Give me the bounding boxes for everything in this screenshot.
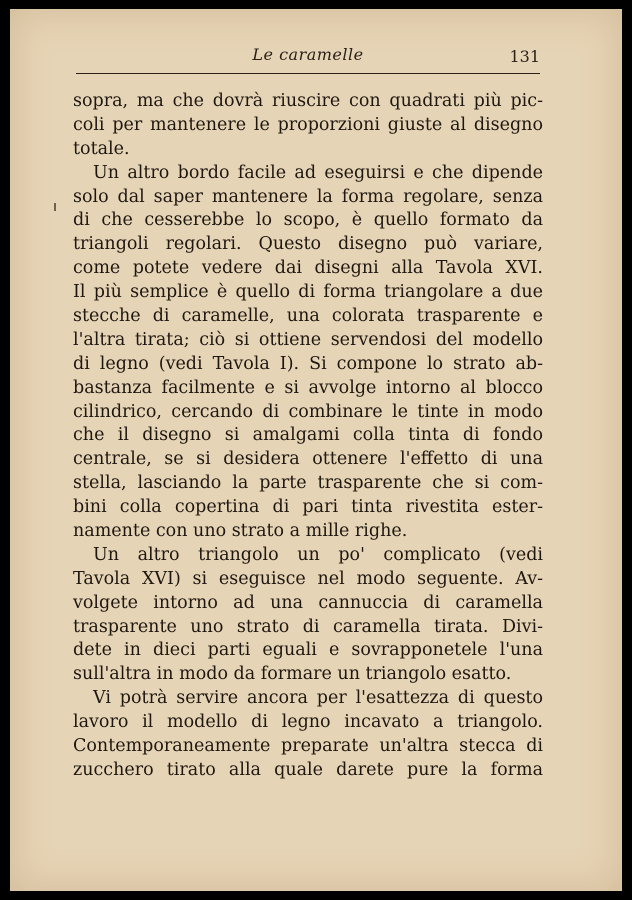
text-line: solo dal saper mantenere la forma regolare, senza [73,186,543,207]
text-line: trasparente uno strato di caramella tirata. Divi- [73,616,543,637]
text-line: stecche di caramelle, una colorata trasparente e [73,306,543,327]
text-line: dete in dieci parti eguali e sovrapponetele l'una [73,640,543,661]
running-title: Le caramelle [252,45,364,64]
text-line: centrale, se si desidera ottenere l'effetto di una [73,449,543,470]
stray-ink-mark [54,203,56,211]
text-line: Un altro triangolo un po' complicato (vedi [93,544,543,565]
text-line: namente con uno strato a mille righe. [73,521,408,542]
text-line: Il più semplice è quello di forma triangolare a due [73,282,543,303]
text-line: Tavola XVI) si eseguisce nel modo seguente. Av- [73,568,543,589]
text-line: zucchero tirato alla quale darete pure la forma [73,759,543,780]
paragraph-2 [73,162,543,544]
text-line: che il disegno si amalgami colla tinta di fondo [73,425,543,446]
text-line: triangoli regolari. Questo disegno può variare, [73,234,543,255]
text-line: l'altra tirata; ciò si ottiene servendosi del modello [73,329,543,350]
text-line: coli per mantenere le proporzioni giuste al disegno [73,114,543,135]
text-line: di legno (vedi Tavola I). Si compone lo strato ab- [73,353,543,374]
text-line: lavoro il modello di legno incavato a triangolo. [73,712,543,733]
text-line: totale. [73,138,130,159]
text-line: Contemporaneamente preparate un'altra stecca di [73,736,543,757]
text-line: di che cesserebbe lo scopo, è quello formato da [73,210,543,231]
text-line: Vi potrà servire ancora per l'esattezza di questo [93,688,543,709]
text-line: volgete intorno ad una cannuccia di caramella [73,592,543,613]
text-line: Un altro bordo facile ad eseguirsi e che dipende [93,162,543,183]
text-line: bastanza facilmente e si avvolge intorno al blocco [73,377,543,398]
text-line: cilindrico, cercando di combinare le tinte in modo [73,401,543,422]
text-line: come potete vedere dai disegni alla Tavola XVI. [73,258,543,279]
paragraph-4 [73,687,543,783]
page-body [73,90,543,783]
text-line: stella, lasciando la parte trasparente che si com- [73,473,543,494]
text-line: bini colla copertina di pari tinta rivestita ester- [73,497,543,518]
page-header [76,45,540,74]
paragraph-1 [73,90,543,162]
page-number: 131 [509,47,540,66]
text-line: sull'altra in modo da formare un triangolo esatto. [73,664,512,685]
paragraph-3 [73,544,543,687]
text-line: sopra, ma che dovrà riuscire con quadrati più pic- [73,91,543,111]
book-page [10,9,622,891]
